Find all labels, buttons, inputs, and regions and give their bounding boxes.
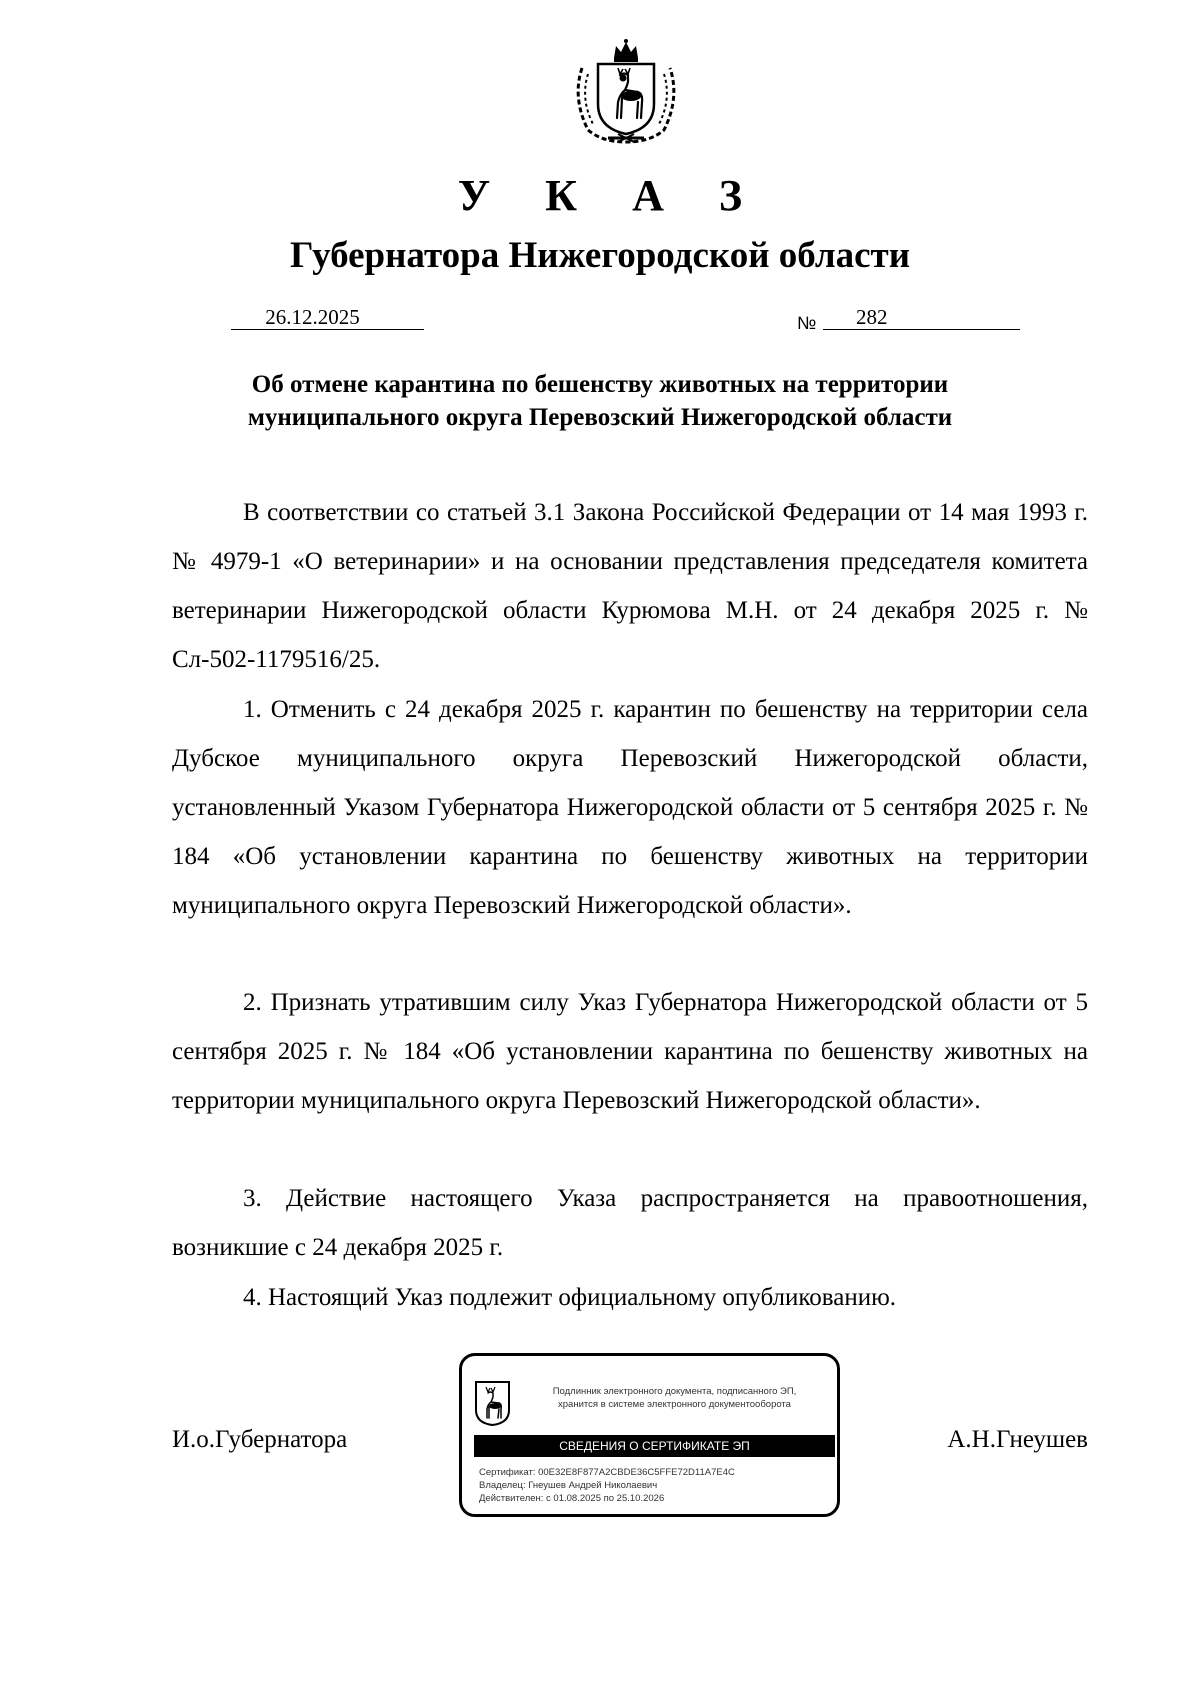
clause-4: 4. Настоящий Указ подлежит официальному опубликованию. — [243, 1284, 897, 1311]
document-date-field — [231, 306, 424, 330]
stamp-details — [479, 1466, 735, 1505]
clause-1: 1. Отменить с 24 декабря 2025 г. карантин по бешенству на территории села Дубское муниципального округа Перевозский Нижегородской области, установленный Указом Губернатора Нижегородской области от 5 сентября 2025 г. № 184 «Об установлении карантина по бешенству животных на территории муниципального округа Перевозский Нижегородской области». — [172, 696, 1088, 919]
stamp-note — [527, 1385, 822, 1411]
document-number: 282 — [856, 305, 888, 329]
document-number-field — [823, 306, 1020, 330]
electronic-signature-stamp — [459, 1353, 840, 1517]
coat-of-arms-icon — [568, 38, 684, 146]
issuer-heading: Губернатора Нижегородской области — [289, 235, 911, 276]
certificate-validity: Действителен: с 01.08.2025 по 25.10.2026 — [479, 1493, 665, 1504]
deer-shield-icon — [474, 1380, 511, 1427]
subject-line-1: Об отмене карантина по бешенству животных на территории — [251, 371, 949, 398]
certificate-id: Сертификат: 00E32E8F877A2CBDE36C5FFE72D11A7E4C — [479, 1467, 735, 1478]
stamp-note-line-2: хранится в системе электронного документооборота — [558, 1399, 791, 1410]
document-subject — [0, 368, 1200, 434]
stamp-note-line-1: Подлинник электронного документа, подписанного ЭП, — [552, 1386, 797, 1397]
subject-line-2: муниципального округа Перевозский Нижегородской области — [247, 404, 953, 431]
signatory-name: А.Н.Гнеушев — [947, 1426, 1088, 1453]
signatory-position: И.о.Губернатора — [172, 1426, 348, 1453]
clause-3: 3. Действие настоящего Указа распространяется на правоотношения, возникшие с 24 декабря 2025 г. — [172, 1185, 1088, 1261]
document-date: 26.12.2025 — [265, 305, 360, 329]
preamble-paragraph: В соответствии со статьей 3.1 Закона Российской Федерации от 14 мая 1993 г. № 4979-1 «О ветеринарии» и на основании представления председателя комитета ветеринарии Нижегородской области Курюмова М.Н. от 24 декабря 2025 г. № Сл-502-1179516/25. — [172, 499, 1088, 673]
stamp-title: СВЕДЕНИЯ О СЕРТИФИКАТЕ ЭП — [474, 1435, 835, 1457]
document-type-heading: У К А З — [457, 171, 765, 220]
clause-2: 2. Признать утратившим силу Указ Губернатора Нижегородской области от 5 сентября 2025 г. № 184 «Об установлении карантина по бешенству животных на территории муниципального округа Перевозский Нижегородской области». — [172, 989, 1088, 1114]
number-label: № — [797, 313, 817, 333]
certificate-owner: Владелец: Гнеушев Андрей Николаевич — [479, 1480, 658, 1491]
